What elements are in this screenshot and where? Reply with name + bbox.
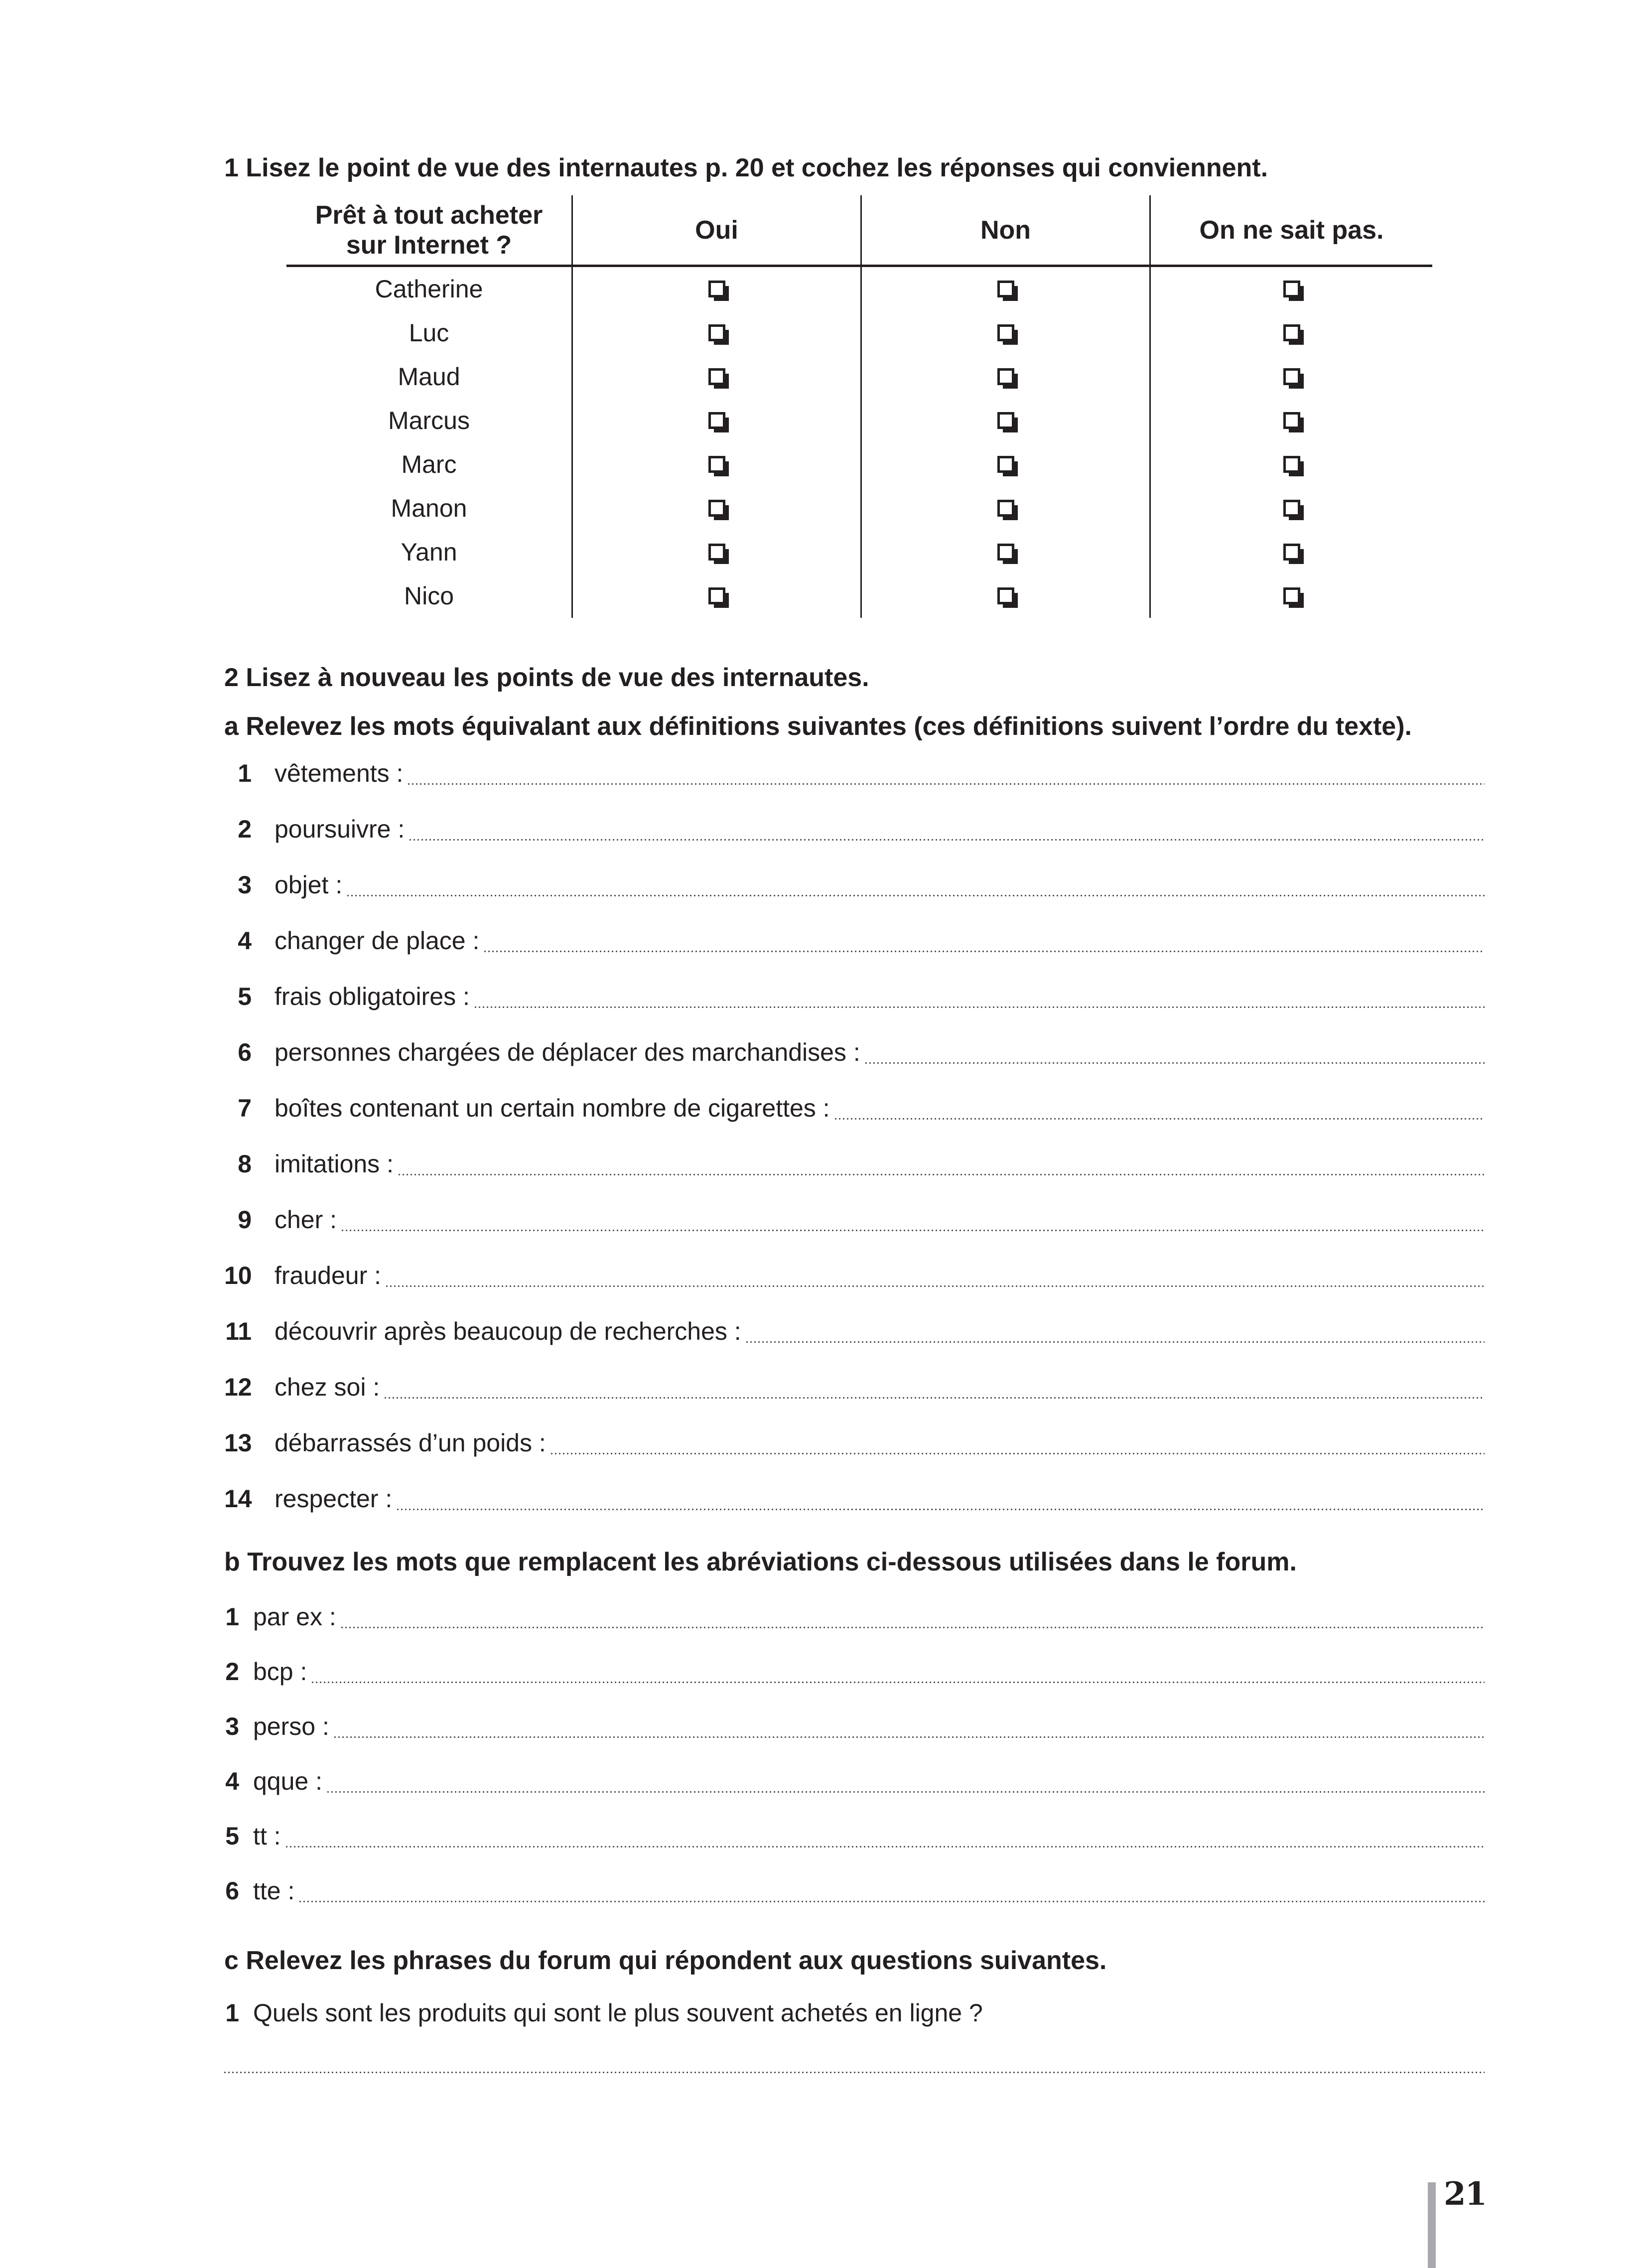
row-name-catherine: Catherine — [375, 275, 483, 303]
folio-bar — [1428, 2182, 1436, 2268]
item-number: 2 — [238, 815, 252, 843]
item-number: 9 — [238, 1206, 252, 1234]
cell-luc-non — [860, 311, 1149, 355]
item-label: tt : — [253, 1822, 281, 1850]
item-label: bcp : — [253, 1658, 307, 1686]
dotted-answer-line — [397, 1509, 1485, 1510]
checkbox-icon[interactable] — [1283, 500, 1300, 517]
item-number: 14 — [224, 1485, 252, 1513]
checkbox-icon[interactable] — [997, 324, 1014, 341]
dotted-answer-line — [312, 1682, 1485, 1683]
table-header-non: Non — [860, 195, 1149, 267]
cell-marc-non — [860, 442, 1149, 486]
item-label: cher : — [275, 1206, 337, 1234]
exercise2c-title: c Relevez les phrases du forum qui répondent aux questions suivantes. — [224, 1946, 1107, 1975]
row-name-manon: Manon — [391, 494, 467, 522]
dotted-answer-line — [342, 1230, 1485, 1231]
item-number: 3 — [225, 1712, 239, 1740]
item-label: poursuivre : — [275, 815, 405, 843]
checkbox-icon[interactable] — [708, 412, 725, 429]
item-number: 7 — [238, 1094, 252, 1122]
cell-manon-nsp — [1149, 486, 1432, 530]
item-number: 13 — [224, 1429, 252, 1457]
answer-line-a3 — [224, 867, 1485, 903]
item-label: personnes chargées de déplacer des marchandises : — [275, 1038, 860, 1066]
answer-line-a13 — [224, 1425, 1485, 1461]
cell-luc-nsp — [1149, 311, 1432, 355]
checkbox-icon[interactable] — [708, 324, 725, 341]
checkbox-icon[interactable] — [708, 587, 725, 604]
question-c1 — [224, 1996, 1485, 2030]
answer-line-a5 — [224, 979, 1485, 1014]
exercise1-title: 1 Lisez le point de vue des internautes p. 20 et cochez les réponses qui conviennent. — [224, 153, 1268, 182]
item-label: respecter : — [275, 1485, 393, 1513]
row-name-marc: Marc — [401, 450, 457, 478]
checkbox-icon[interactable] — [1283, 324, 1300, 341]
checkbox-icon[interactable] — [708, 500, 725, 517]
checkbox-icon[interactable] — [1283, 281, 1300, 297]
question-label: Quels sont les produits qui sont le plus souvent achetés en ligne ? — [253, 1999, 983, 2027]
answer-line-b2 — [224, 1654, 1485, 1690]
item-label: frais obligatoires : — [275, 983, 470, 1010]
checkbox-icon[interactable] — [1283, 456, 1300, 473]
exercise2a-title: a Relevez les mots équivalant aux définitions suivantes (ces définitions suivent l’ordre du texte). — [224, 712, 1412, 741]
answer-line-a2 — [224, 811, 1485, 847]
checkbox-icon[interactable] — [708, 544, 725, 561]
row-name-nico: Nico — [404, 582, 454, 610]
cell-manon-oui — [571, 486, 860, 530]
cell-catherine-nsp — [1149, 267, 1432, 311]
dotted-answer-line — [286, 1846, 1485, 1847]
item-label: imitations : — [275, 1150, 394, 1178]
cell-luc-oui — [571, 311, 860, 355]
checkbox-icon[interactable] — [1283, 587, 1300, 604]
item-number: 5 — [238, 983, 252, 1010]
item-label: débarrassés d’un poids : — [275, 1429, 546, 1457]
dotted-answer-line — [865, 1062, 1485, 1064]
cell-marc-oui — [571, 442, 860, 486]
item-number: 8 — [238, 1150, 252, 1178]
item-number: 1 — [238, 759, 252, 787]
dotted-answer-line — [410, 839, 1485, 841]
cell-catherine-non — [860, 267, 1149, 311]
item-number: 4 — [225, 1767, 239, 1795]
item-number: 5 — [225, 1822, 239, 1850]
item-number: 4 — [238, 927, 252, 955]
row-name-maud: Maud — [398, 363, 460, 391]
answer-line-a6 — [224, 1034, 1485, 1070]
cell-nico-non — [860, 574, 1149, 618]
answer-line-a14 — [224, 1481, 1485, 1517]
checkbox-icon[interactable] — [997, 281, 1014, 297]
exercise2b-title: b Trouvez les mots que remplacent les abréviations ci-dessous utilisées dans le forum. — [224, 1548, 1297, 1576]
checkbox-icon[interactable] — [997, 544, 1014, 561]
answer-line-a9 — [224, 1202, 1485, 1238]
item-label: objet : — [275, 871, 343, 899]
item-label: découvrir après beaucoup de recherches : — [275, 1317, 741, 1345]
checkbox-icon[interactable] — [1283, 368, 1300, 385]
cell-marcus-non — [860, 399, 1149, 442]
dotted-answer-line — [385, 1397, 1485, 1399]
answer-line-b3 — [224, 1708, 1485, 1744]
item-number: 1 — [225, 1603, 239, 1631]
dotted-answer-line — [484, 951, 1485, 952]
item-label: tte : — [253, 1877, 295, 1905]
answer-line-a7 — [224, 1090, 1485, 1126]
dotted-answer-line — [224, 2072, 1485, 2073]
cell-marcus-oui — [571, 399, 860, 442]
dotted-answer-line — [327, 1791, 1485, 1793]
item-number: 6 — [238, 1038, 252, 1066]
cell-yann-non — [860, 530, 1149, 574]
item-number: 12 — [224, 1373, 252, 1401]
answer-line-b4 — [224, 1763, 1485, 1799]
cell-yann-nsp — [1149, 530, 1432, 574]
table-header-question — [286, 195, 571, 267]
answer-line-b1 — [224, 1599, 1485, 1635]
item-label: qque : — [253, 1767, 323, 1795]
checkbox-icon[interactable] — [708, 368, 725, 385]
dotted-answer-line — [475, 1006, 1485, 1008]
cell-yann-oui — [571, 530, 860, 574]
table-header-question-line1: Prêt à tout acheter — [315, 200, 543, 230]
page-number: 21 — [1444, 2175, 1487, 2213]
item-label: fraudeur : — [275, 1262, 382, 1289]
cell-nico-nsp — [1149, 574, 1432, 618]
cell-maud-oui — [571, 355, 860, 399]
item-label: perso : — [253, 1712, 329, 1740]
item-label: par ex : — [253, 1603, 336, 1631]
item-number: 10 — [224, 1262, 252, 1289]
item-label: boîtes contenant un certain nombre de cigarettes : — [275, 1094, 830, 1122]
dotted-answer-line — [386, 1285, 1485, 1287]
dotted-answer-line — [835, 1118, 1485, 1120]
item-label: changer de place : — [275, 927, 480, 955]
dotted-answer-line — [746, 1341, 1485, 1343]
row-name-luc: Luc — [409, 319, 449, 347]
item-label: vêtements : — [275, 759, 404, 787]
item-number: 6 — [225, 1877, 239, 1905]
answer-line-a1 — [224, 755, 1485, 791]
dotted-answer-line — [408, 783, 1485, 785]
answer-line-a4 — [224, 923, 1485, 959]
answer-line-a12 — [224, 1369, 1485, 1405]
dotted-answer-line — [347, 895, 1485, 896]
table-header-oui: Oui — [571, 195, 860, 267]
item-label: chez soi : — [275, 1373, 380, 1401]
item-number: 2 — [225, 1658, 239, 1686]
cell-manon-non — [860, 486, 1149, 530]
cell-marcus-nsp — [1149, 399, 1432, 442]
question-number: 1 — [225, 1999, 239, 2027]
dotted-answer-line — [341, 1627, 1485, 1628]
checkbox-icon[interactable] — [997, 500, 1014, 517]
cell-nico-oui — [571, 574, 860, 618]
row-name-yann: Yann — [401, 538, 457, 566]
checkbox-icon[interactable] — [708, 281, 725, 297]
cell-maud-non — [860, 355, 1149, 399]
table-header-nsp: On ne sait pas. — [1149, 195, 1432, 267]
answer-line-a11 — [224, 1313, 1485, 1349]
dotted-answer-line — [334, 1736, 1485, 1738]
answer-line-b6 — [224, 1873, 1485, 1909]
checkbox-icon[interactable] — [997, 456, 1014, 473]
answer-line-a8 — [224, 1146, 1485, 1182]
cell-maud-nsp — [1149, 355, 1432, 399]
checkbox-icon[interactable] — [997, 368, 1014, 385]
checkbox-icon[interactable] — [1283, 544, 1300, 561]
item-number: 11 — [225, 1317, 252, 1345]
dotted-answer-line — [551, 1453, 1485, 1454]
cell-catherine-oui — [571, 267, 860, 311]
row-name-marcus: Marcus — [388, 407, 470, 434]
checkbox-icon[interactable] — [997, 412, 1014, 429]
cell-marc-nsp — [1149, 442, 1432, 486]
dotted-answer-line — [399, 1174, 1485, 1175]
checkbox-icon[interactable] — [708, 456, 725, 473]
answer-line-a10 — [224, 1258, 1485, 1293]
table-header-question-line2: sur Internet ? — [346, 230, 512, 260]
answer-line-b5 — [224, 1818, 1485, 1854]
checkbox-icon[interactable] — [1283, 412, 1300, 429]
exercise2-title: 2 Lisez à nouveau les points de vue des internautes. — [224, 663, 869, 692]
survey-table — [286, 195, 1432, 618]
dotted-answer-line — [299, 1901, 1485, 1902]
checkbox-icon[interactable] — [997, 587, 1014, 604]
item-number: 3 — [238, 871, 252, 899]
